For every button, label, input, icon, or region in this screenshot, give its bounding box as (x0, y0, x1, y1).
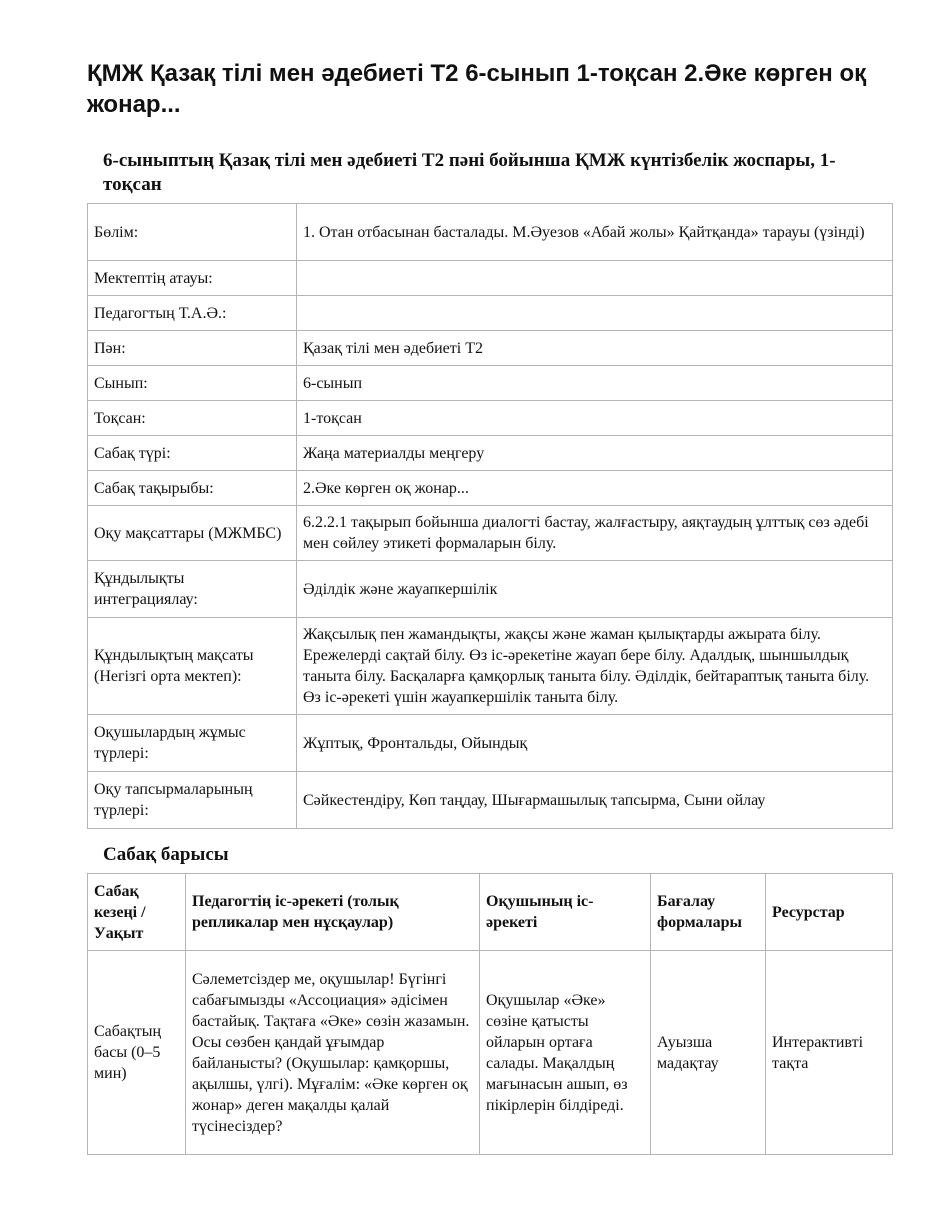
info-row-task-types (88, 772, 893, 829)
info-value: 1. Отан отбасынан басталады. М.Әуезов «Абай жолы» Қайтқанда» тарауы (үзінді) (297, 204, 893, 261)
process-header-row (88, 874, 893, 951)
info-row-school (88, 261, 893, 296)
cell-stage: Сабақтың басы (0–5 мин) (88, 951, 186, 1155)
info-label: Оқу мақсаттары (МЖМБС) (88, 506, 297, 561)
info-row-grade (88, 366, 893, 401)
info-value: Әділдік және жауапкершілік (297, 561, 893, 618)
info-value (297, 296, 893, 331)
cell-teacher-activity: Сәлеметсіздер ме, оқушылар! Бүгінгі сабағымызды «Ассоциация» әдісімен бастайық. Тақтаға «Әке» сөзін жазамын. Осы сөзбен қандай ұғымдар байланысты? (Оқушылар: қамқоршы, ақылшы, үлгі). Мұғалім: «Әке көрген оқ жонар» деген мақалды қалай түсінесіздер? (186, 951, 480, 1155)
header-resources: Ресурстар (766, 874, 893, 951)
header-teacher-activity: Педагогтің іс-әрекеті (толық репликалар мен нұсқаулар) (186, 874, 480, 951)
header-assessment: Бағалау формалары (651, 874, 766, 951)
lesson-info-table (87, 203, 893, 829)
info-label: Тоқсан: (88, 401, 297, 436)
info-row-value-integration (88, 561, 893, 618)
cell-resources: Интерактивті тақта (766, 951, 893, 1155)
info-label: Құндылықтың мақсаты (Негізгі орта мектеп): (88, 618, 297, 715)
info-label: Пән: (88, 331, 297, 366)
info-value: Жұптық, Фронтальды, Ойындық (297, 715, 893, 772)
cell-assessment: Ауызша мадақтау (651, 951, 766, 1155)
info-value: Қазақ тілі мен әдебиеті Т2 (297, 331, 893, 366)
header-student-activity: Оқушының іс-әрекеті (480, 874, 651, 951)
info-row-lesson-type (88, 436, 893, 471)
info-row-objectives (88, 506, 893, 561)
info-row-subject (88, 331, 893, 366)
info-label: Бөлім: (88, 204, 297, 261)
lesson-process-table (87, 873, 893, 1155)
info-label: Құндылықты интеграциялау: (88, 561, 297, 618)
info-label: Сабақ тақырыбы: (88, 471, 297, 506)
info-row-section (88, 204, 893, 261)
info-value: 6-сынып (297, 366, 893, 401)
info-row-lesson-topic (88, 471, 893, 506)
info-label: Сынып: (88, 366, 297, 401)
info-row-teacher (88, 296, 893, 331)
plan-title: 6-сыныптың Қазақ тілі мен әдебиеті Т2 пәні бойынша ҚМЖ күнтізбелік жоспары, 1-тоқсан (103, 150, 836, 195)
lesson-process-title: Сабақ барысы (103, 844, 229, 865)
info-value: Жақсылық пен жамандықты, жақсы және жаман қылықтарды ажырата білу. Ережелерді сақтай білу. Өз іс-әрекетіне жауап бере білу. Адалдық, шыншылдық таныта білу. Басқаларға қамқорлық таныта білу. Әділдік, бейтараптық таныта білу. Өз іс-әрекеті үшін жауапкершілік таныта білу. (297, 618, 893, 715)
info-value (297, 261, 893, 296)
info-value: 1-тоқсан (297, 401, 893, 436)
info-value: Жаңа материалды меңгеру (297, 436, 893, 471)
info-row-quarter (88, 401, 893, 436)
info-value: Сәйкестендіру, Көп таңдау, Шығармашылық тапсырма, Сыни ойлау (297, 772, 893, 829)
info-label: Сабақ түрі: (88, 436, 297, 471)
header-stage: Сабақ кезеңі / Уақыт (88, 874, 186, 951)
cell-student-activity: Оқушылар «Әке» сөзіне қатысты ойларын ортаға салады. Мақалдың мағынасын ашып, өз пікірлерін білдіреді. (480, 951, 651, 1155)
info-label: Оқу тапсырмаларының түрлері: (88, 772, 297, 829)
document-title: ҚМЖ Қазақ тілі мен әдебиеті Т2 6-сынып 1-тоқсан 2.Әке көрген оқ жонар... (87, 60, 867, 118)
info-label: Педагогтың Т.А.Ә.: (88, 296, 297, 331)
info-label: Оқушылардың жұмыс түрлері: (88, 715, 297, 772)
info-row-value-goal (88, 618, 893, 715)
info-value: 6.2.2.1 тақырып бойынша диалогті бастау, жалғастыру, аяқтаудың ұлттық сөз әдебі мен сөйлеу этикеті формаларын білу. (297, 506, 893, 561)
process-row (88, 951, 893, 1155)
info-row-work-types (88, 715, 893, 772)
info-value: 2.Әке көрген оқ жонар... (297, 471, 893, 506)
info-label: Мектептің атауы: (88, 261, 297, 296)
